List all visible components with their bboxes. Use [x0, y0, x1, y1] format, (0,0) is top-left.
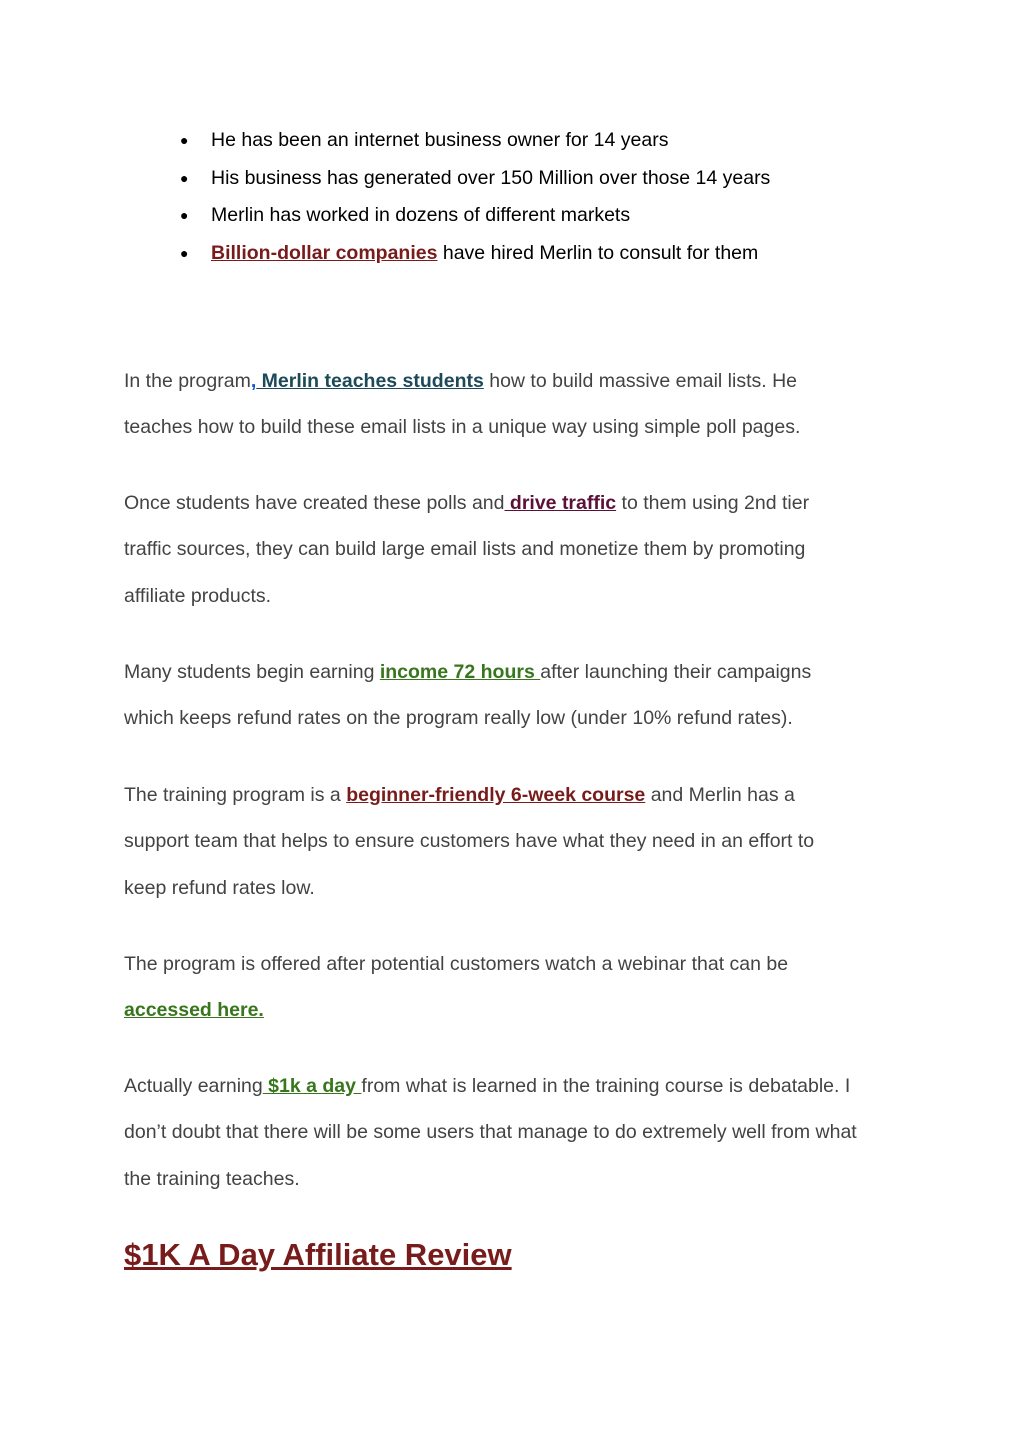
- bullet-text: Merlin has worked in dozens of different markets: [211, 204, 631, 226]
- list-item: [180, 199, 770, 237]
- paragraph-line: [124, 649, 914, 695]
- bullet-icon: ●: [180, 132, 189, 148]
- text-span: In the program: [124, 370, 251, 392]
- paragraph-course: [124, 772, 914, 911]
- paragraph-line: [124, 987, 914, 1033]
- paragraph-line: the training teaches.: [124, 1167, 300, 1190]
- bullet-text: He has been an internet business owner for 14 years: [211, 129, 669, 151]
- credentials-bullet-list: [180, 124, 770, 274]
- text-span: after launching their campaigns: [540, 661, 812, 683]
- income-72-hours-link[interactable]: income 72 hours: [379, 661, 541, 683]
- 1k-a-day-link[interactable]: $1k a day: [262, 1075, 362, 1097]
- text-span: Many students begin earning: [124, 661, 380, 683]
- bullet-text: have hired Merlin to consult for them: [437, 241, 759, 264]
- text-span: The training program is a: [124, 784, 347, 806]
- beginner-friendly-course-link[interactable]: beginner-friendly 6-week course: [346, 784, 646, 806]
- bullet-icon: ●: [180, 244, 189, 261]
- text-span: from what is learned in the training course is debatable. I: [361, 1075, 851, 1097]
- bullet-icon: ●: [180, 169, 189, 186]
- paragraph-line: teaches how to build these email lists in a unique way using simple poll pages.: [124, 416, 801, 439]
- paragraph-line: which keeps refund rates on the program really low (under 10% refund rates).: [124, 707, 793, 730]
- paragraph-line: keep refund rates low.: [124, 876, 315, 899]
- list-item: [180, 124, 770, 162]
- bullet-text: His business has generated over 150 Million over those 14 years: [211, 166, 771, 189]
- paragraph-line: [124, 772, 914, 818]
- paragraph-line: The program is offered after potential customers watch a webinar that can be: [124, 953, 789, 975]
- comma-link[interactable]: ,: [250, 370, 257, 392]
- merlin-teaches-students-link[interactable]: Merlin teaches students: [256, 370, 484, 392]
- list-item: [180, 162, 770, 200]
- paragraph-line: affiliate products.: [124, 584, 272, 607]
- text-span: Actually earning: [124, 1075, 263, 1097]
- list-item: [180, 237, 770, 275]
- paragraph-line: don’t doubt that there will be some users that manage to do extremely well from what: [124, 1121, 857, 1144]
- paragraph-income: [124, 649, 914, 742]
- billion-dollar-companies-link[interactable]: Billion-dollar companies: [211, 241, 438, 264]
- bullet-icon: ●: [180, 207, 189, 223]
- review-heading-link[interactable]: $1K A Day Affiliate Review: [124, 1237, 512, 1272]
- paragraph-line: [124, 358, 914, 404]
- text-span: and Merlin has a: [645, 784, 795, 806]
- text-span: how to build massive email lists. He: [483, 370, 798, 392]
- paragraph-line: traffic sources, they can build large email lists and monetize them by promoting: [124, 538, 806, 561]
- paragraph-line: [124, 480, 914, 526]
- paragraph-line: support team that helps to ensure customers have what they need in an effort to: [124, 830, 815, 853]
- paragraph-program-intro: [124, 358, 914, 451]
- accessed-here-link[interactable]: accessed here.: [124, 999, 264, 1022]
- paragraph-drive-traffic: [124, 480, 914, 619]
- paragraph-earning: [124, 1063, 914, 1202]
- paragraph-line: [124, 1063, 914, 1109]
- text-span: Once students have created these polls and: [124, 492, 505, 514]
- drive-traffic-link[interactable]: drive traffic: [504, 492, 617, 514]
- text-span: to them using 2nd tier: [616, 492, 810, 514]
- paragraph-webinar: [124, 941, 914, 1034]
